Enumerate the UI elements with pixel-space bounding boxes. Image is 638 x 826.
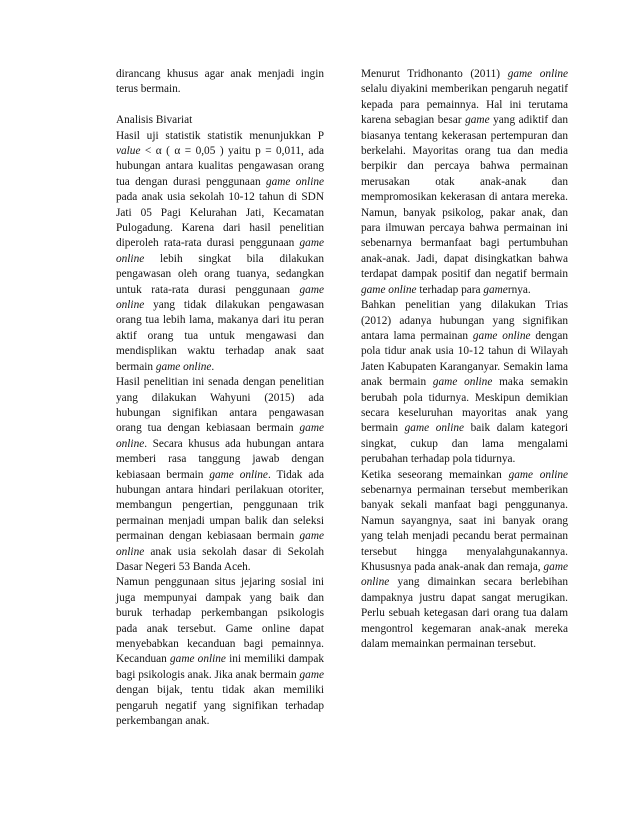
text-run: sebenarnya permainan tersebut memberikan banyak sekali manfaat bagi penggunanya. Namun sayangnya, saat ini banyak orang yang telah menjadi pecandu berat permainan tersebut hingga menyalahgunakannya. Khususnya pada anak-anak dan remaja, bbox=[361, 483, 568, 573]
text-run: terhadap para bbox=[416, 283, 484, 296]
italic-term: game online bbox=[361, 561, 568, 589]
text-run: lebih singkat bila dilakukan pengawasan oleh orang tuanya, sedangkan untuk rata-rata durasi penggunaan bbox=[116, 252, 324, 296]
italic-term: game online bbox=[116, 422, 324, 450]
text-run: Hasil penelitian ini senada dengan penelitian yang dilakukan Wahyuni (2015) ada hubungan signifikan antara pengawasan orang tua dengan kebiasaan bermain bbox=[116, 376, 324, 435]
text-run: maka semakin berubah pola tidurnya. Meskipun demikian secara keseluruhan mayoritas anak yang bermain bbox=[361, 376, 568, 435]
text-run: yang tidak dilakukan pengawasan orang tua lebih lama, makanya dari itu peran aktif orang tua untuk mengawasi dan mendisplikan waktu terhadap anak saat bermain bbox=[116, 299, 324, 373]
text-run: selalu diyakini memberikan pengaruh negatif kepada para pemainnya. Hal ini terutama karena sebagian besar bbox=[361, 83, 568, 127]
text-run: . Tidak ada hubungan antara hindari perilakuan otoriter, membangun pengertian, penggunaan trik permainan menjadi umpan balik dan seleksi permainan dengan kebiasaan bermain bbox=[116, 468, 324, 543]
italic-term: game online bbox=[116, 237, 324, 265]
text-run: Ketika seseorang memainkan bbox=[361, 468, 509, 481]
italic-term: game online bbox=[155, 360, 212, 373]
italic-term: game online bbox=[507, 68, 569, 80]
text-run: Bahkan penelitian yang dilakukan Trias (2012) adanya hubungan yang signifikan antara lama permainan bbox=[361, 299, 568, 342]
paragraph-benefits-addiction bbox=[361, 468, 568, 653]
italic-term: game bbox=[483, 283, 508, 296]
italic-term: game bbox=[299, 668, 325, 681]
italic-term: game online bbox=[265, 175, 324, 188]
text-run: yang dimainkan secara berlebihan dampaknya justru dapat sangat merugikan. Perlu sebuah ketegasan dari orang tua dalam mengontrol kegemaran anak-anak mereka dalam memainkan permainan tersebut. bbox=[361, 576, 568, 651]
paragraph-social-network-impact bbox=[116, 575, 324, 729]
italic-term: game online bbox=[404, 422, 465, 435]
text-run: dengan pola tidur anak usia 10-12 tahun di Wilayah Jaten Kabupaten Karanganyar. Semakin lama anak bermain bbox=[361, 329, 568, 389]
italic-term: game online bbox=[472, 329, 531, 342]
paragraph-intro-continuation bbox=[116, 67, 324, 98]
italic-term: game online bbox=[116, 530, 324, 558]
text-run: dengan bijak, tentu tidak akan memiliki pengaruh negatif yang signifikan terhadap perkembangan anak. bbox=[116, 684, 324, 728]
italic-term: game online bbox=[170, 653, 226, 666]
italic-term: game bbox=[465, 114, 490, 127]
text-run: . Secara khusus ada hubungan antara memberi rasa tanggung jawab dengan kebiasaan bermain bbox=[116, 437, 324, 481]
text-run: yang adiktif dan biasanya tentang kekerasan pertempuran dan berkelahi. Mayoritas orang tua dan media berpikir dan percaya bahwa permainan merusakan otak anak-anak dan mempromosikan kekerasan di antara mereka. Namun, banyak psikolog, pakar anak, dan para ilmuwan percaya bahwa permainan ini sebenarnya bermanfaat bagi pertumbuhan anak-anak. Jadi, dapat disingkatkan bahwa terdapat dampak positif dan negatif bermain bbox=[361, 114, 568, 281]
italic-term: game online bbox=[508, 468, 569, 481]
text-run: Menurut Tridhonanto (2011) bbox=[361, 68, 508, 80]
text-run: rnya. bbox=[507, 283, 531, 296]
text-run: pada anak usia sekolah 10-12 tahun di SDN Jati 05 Pagi Kelurahan Jati, Kecamatan Pulogadung. Karena dari hasil penelitian diperoleh rata-rata durasi penggunaan bbox=[116, 191, 324, 250]
text-run: Namun penggunaan situs jejaring sosial ini juga mempunyai dampak yang baik dan buruk terhadap perkembangan psikologis pada anak tersebut. Game online dapat menyebabkan kecanduan bagi pemainnya. Kecanduan bbox=[116, 576, 324, 666]
left-column bbox=[116, 67, 324, 729]
paragraph-tridhonanto bbox=[361, 67, 568, 298]
text-run: baik dalam kategori singkat, cukup dan lama mengalami perubahan terhadap pola tidurnya. bbox=[361, 422, 568, 466]
text-run: anak usia sekolah dasar di Sekolah Dasar Negeri 53 Banda Aceh. bbox=[116, 545, 324, 573]
italic-term: game online bbox=[116, 283, 324, 312]
text-run: Hasil uji statistik statistik menunjukkan P bbox=[116, 129, 324, 142]
text-run: ini memiliki dampak bagi psikologis anak. Jika anak bermain bbox=[116, 653, 324, 681]
right-column bbox=[361, 67, 568, 652]
paragraph-wahyuni-study bbox=[116, 375, 324, 575]
paragraph-bivariate-result bbox=[116, 129, 324, 376]
italic-term: game online bbox=[209, 468, 268, 481]
text-run: dirancang khusus agar anak menjadi ingin terus bermain. bbox=[116, 68, 324, 96]
italic-term: value bbox=[116, 145, 141, 158]
italic-term: game online bbox=[361, 283, 417, 296]
italic-term: game online bbox=[432, 376, 493, 389]
section-heading-analisis-bivariat: Analisis Bivariat bbox=[116, 114, 193, 127]
text-run: < α ( α = 0,05 ) yaitu p = 0,011, ada hubungan antara kualitas pengawasan orang tua dengan durasi penggunaan bbox=[116, 145, 324, 188]
text-run: . bbox=[211, 360, 215, 373]
paragraph-trias-study bbox=[361, 298, 568, 467]
